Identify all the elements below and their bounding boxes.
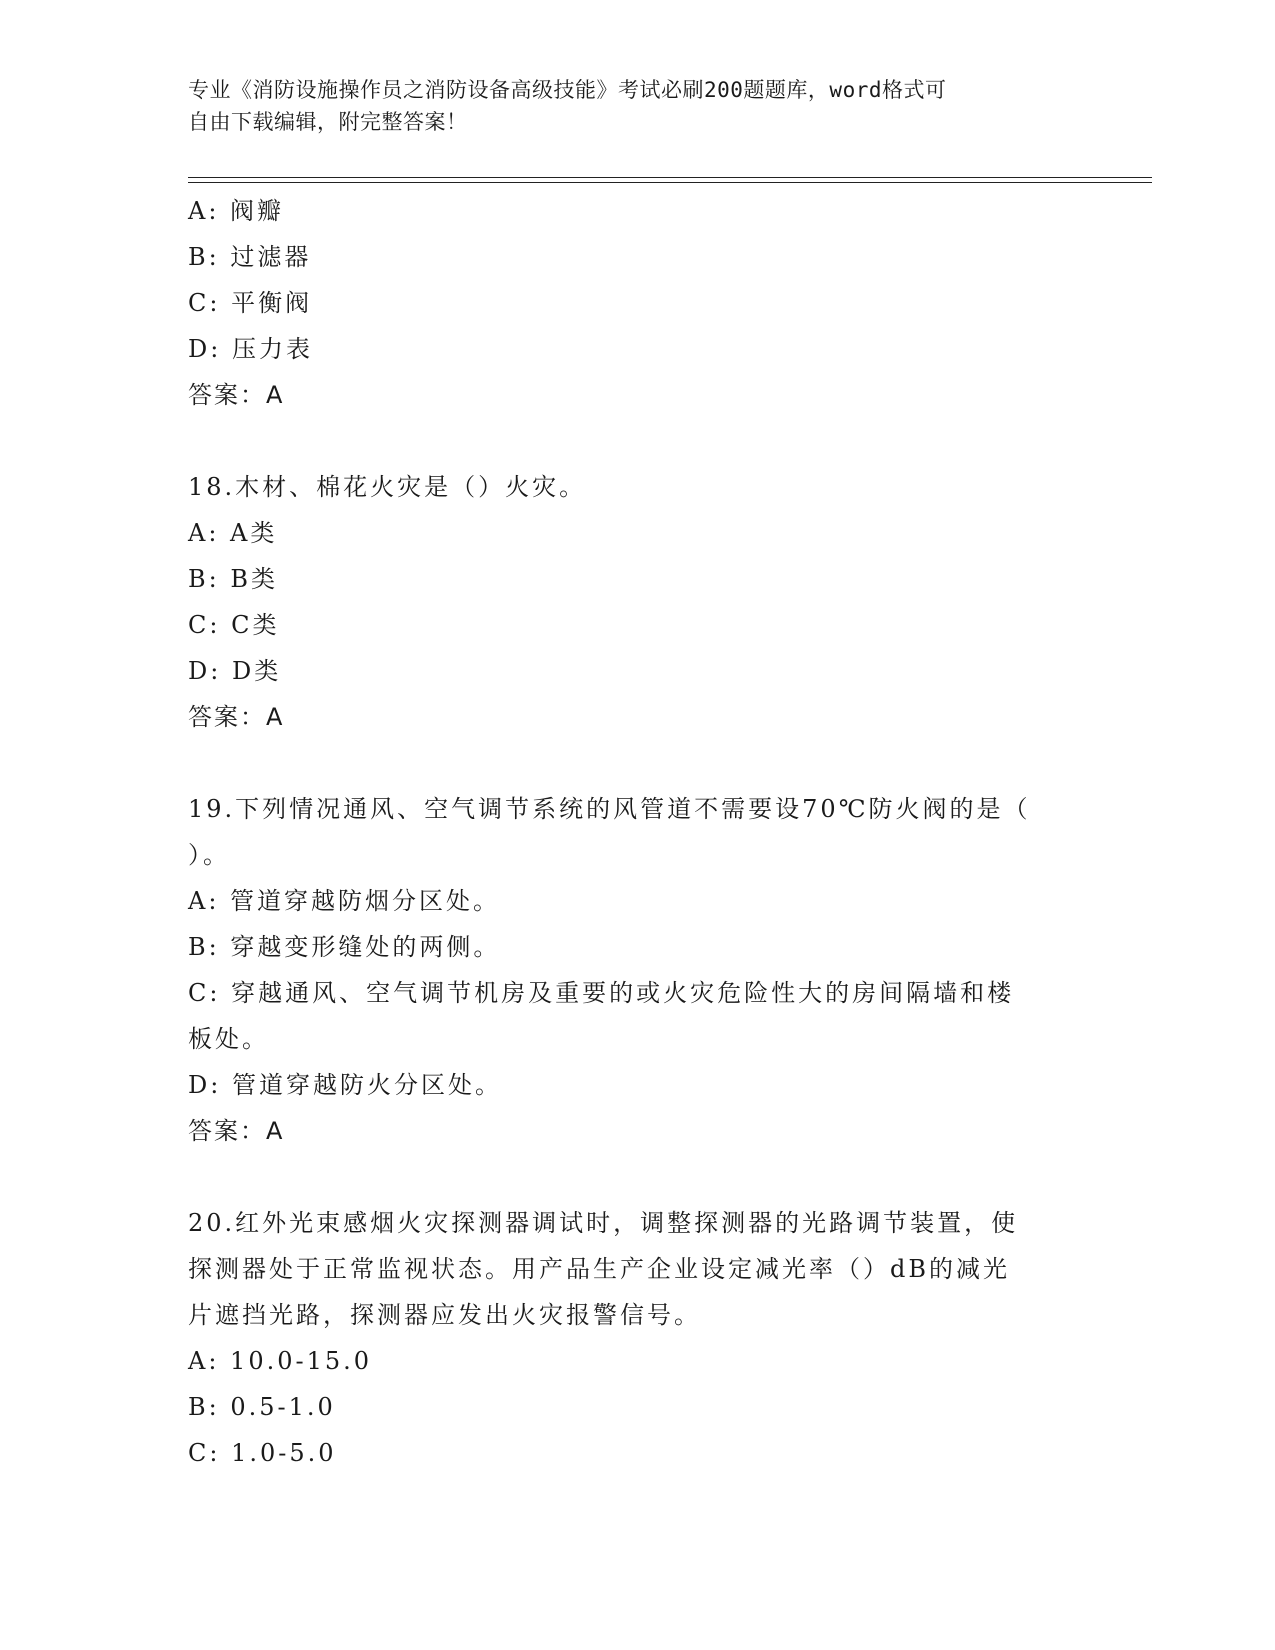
- q17-option-d: D: 压力表: [188, 335, 313, 363]
- q20-question-text-line-3: 片遮挡光路，探测器应发出火灾报警信号。: [188, 1301, 701, 1329]
- q20-question-text-line-1: 20.红外光束感烟火灾探测器调试时，调整探测器的光路调节装置，使: [188, 1209, 1019, 1237]
- q17-option-b: B: 过滤器: [188, 243, 312, 271]
- q19-question-text-line-2: ）。: [188, 841, 230, 869]
- header-divider-top: [188, 177, 1152, 178]
- header-title-line-1: 专业《消防设施操作员之消防设备高级技能》考试必刷200题题库，word格式可: [188, 78, 947, 102]
- q20-option-a: A: 10.0-15.0: [188, 1347, 373, 1375]
- q19-option-a: A: 管道穿越防烟分区处。: [188, 887, 501, 915]
- spacer: [188, 1154, 1088, 1200]
- question-19: [188, 786, 1088, 1154]
- q18-option-b: B: B类: [188, 565, 278, 593]
- q18-option-a: A: A类: [188, 519, 278, 547]
- question-list: [188, 188, 1088, 1476]
- spacer: [188, 740, 1088, 786]
- q19-question-text-line-1: 19.下列情况通风、空气调节系统的风管道不需要设70℃防火阀的是（: [188, 795, 1031, 823]
- q18-question-text: 18.木材、棉花火灾是（）火灾。: [188, 473, 587, 501]
- q19-option-b: B: 穿越变形缝处的两侧。: [188, 933, 501, 961]
- q20-option-b: B: 0.5-1.0: [188, 1393, 336, 1421]
- q17-option-c: C: 平衡阀: [188, 289, 313, 317]
- spacer: [188, 418, 1088, 464]
- q17-option-a: A: 阀瓣: [188, 197, 285, 225]
- q19-option-c-line-1: C: 穿越通风、空气调节机房及重要的或火灾危险性大的房间隔墙和楼: [188, 979, 1015, 1007]
- q19-option-c-line-2: 板处。: [188, 1025, 269, 1053]
- q18-answer: 答案：A: [188, 703, 285, 731]
- q20-option-c: C: 1.0-5.0: [188, 1439, 337, 1467]
- header-title-line-2: 自由下载编辑，附完整答案！: [188, 110, 468, 134]
- header-divider-bottom: [188, 182, 1152, 183]
- q18-option-c: C: C类: [188, 611, 280, 639]
- q18-option-d: D: D类: [188, 657, 282, 685]
- question-20: [188, 1200, 1088, 1476]
- question-17: [188, 188, 1088, 418]
- q19-answer: 答案：A: [188, 1117, 285, 1145]
- q20-question-text-line-2: 探测器处于正常监视状态。用产品生产企业设定减光率（）dB的减光: [188, 1255, 1010, 1283]
- question-18: [188, 464, 1088, 740]
- q19-option-d: D: 管道穿越防火分区处。: [188, 1071, 502, 1099]
- q17-answer: 答案：A: [188, 381, 285, 409]
- document-header: [188, 74, 1068, 138]
